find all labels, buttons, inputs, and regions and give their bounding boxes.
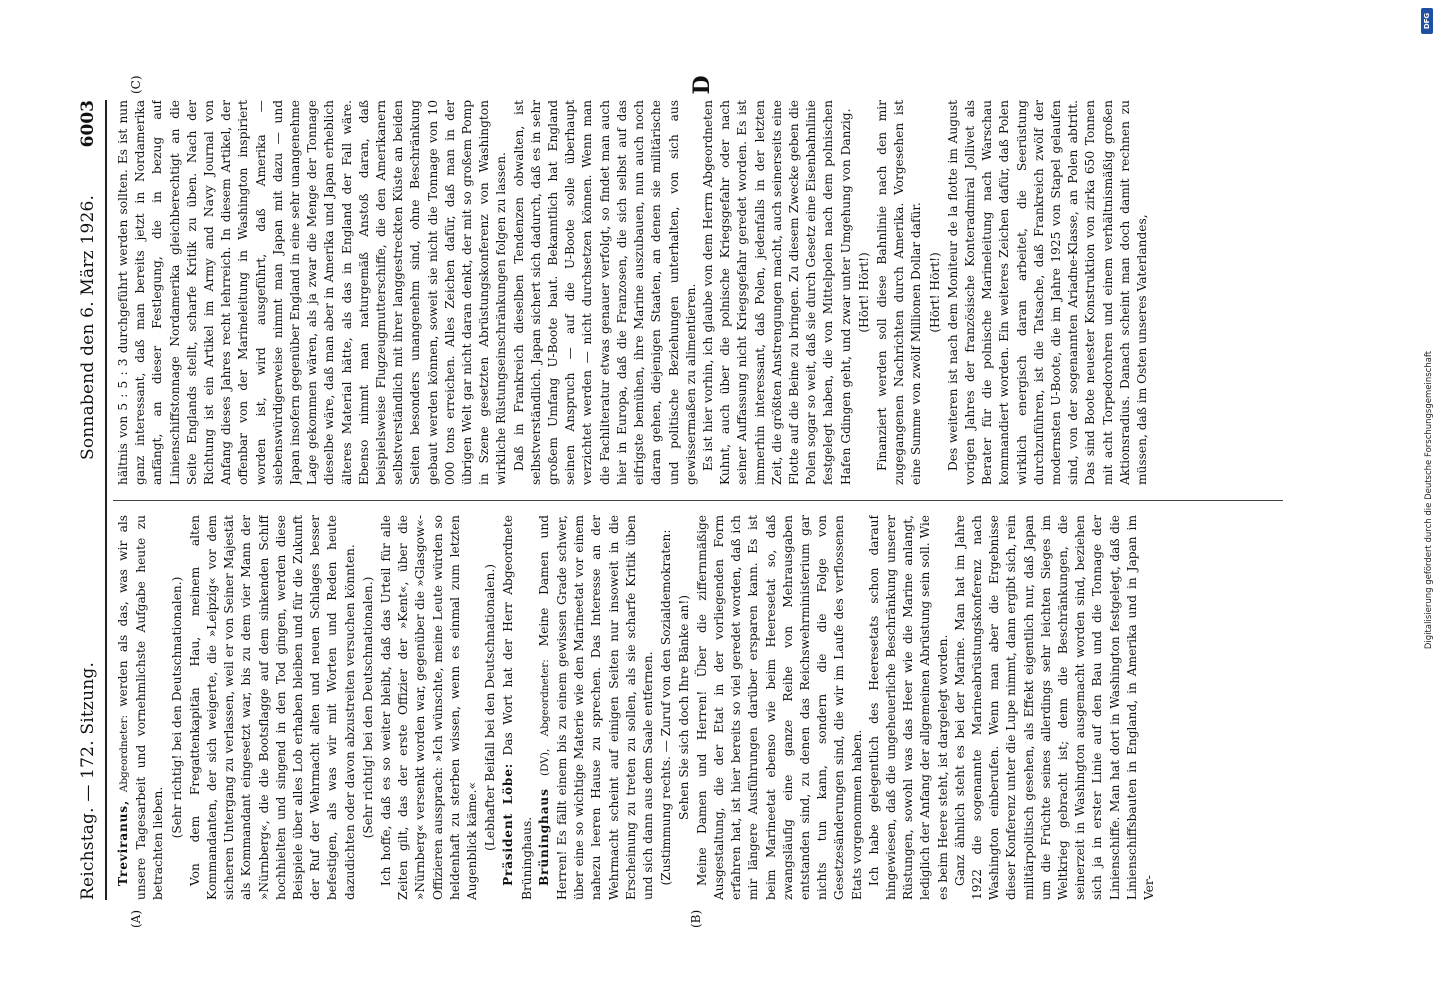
header-left: Reichstag. — 172. Sitzung. [78, 661, 98, 900]
interjection: (Zustimmung rechts. — Zuruf von den Sozialdemokraten: Sehen Sie sich doch Ihre Bänke an!) [659, 529, 691, 886]
paragraph: Es ist hier vorhin, ich glaube von dem Herrn Abgeordneten Kuhnt, auch über die polnische Kriegsgefahr oder nach seiner Auffassung nicht Kriegsgefahr geredet worden. Es ist immerhin interessant, daß Polen, jedenfalls in der letzten Zeit, die größten Anstrengungen macht, auch seinerseits eine Flotte auf die Beine zu bringen. Zu diesem Zwecke geben die Polen sogar so weit, daß sie durch Gesetz eine Eisenbahnlinie festgelegt haben, die von Mittelpolen nach dem polnischen Hafen Gdingen geht, und zwar unter Umgehung von Danzig. [700, 100, 853, 485]
column-divider [113, 500, 1283, 501]
right-column [115, 100, 1285, 485]
speaker-role: Abgeordneter: [118, 715, 130, 800]
margin-mark-a: (A) [129, 909, 143, 928]
header-rule [105, 100, 107, 900]
header-date: Sonnabend den 6. März 1926. [78, 194, 98, 460]
interjection: (Hört! Hört!) [927, 252, 942, 333]
speech-text: werden als das, was wir als unsere Tagesarbeit und vornehmlichste Aufgabe heute zu betrachten lieben. [116, 515, 166, 900]
speaker-role: (DV), Abgeordneter: [538, 659, 551, 789]
paragraph: Meine Damen und Herren! Über die ziffernmäßige Ausgestaltung, die der Etat in der vorliegenden Form erfahren hat, ist hier bereits so viel geredet worden, daß ich mir längere Ausführungen darüber ersparen kann. Es ist beim Marineetat ebenso wie beim Heeresetat so, daß zwangsläufig eine ganze Reihe von Mehrausgaben entstanden sind, zu denen das Reichswehrministerium gar nichts tun kann, sondern die die Folge von Gesetzesänderungen sind, die wir im Laufe des verflossenen Etats vorgenommen haben. [694, 515, 864, 900]
speaker-name: Treviranus, [116, 799, 130, 886]
speech-text: Das Wort hat der Herr Abgeordnete Brüninghaus. [501, 515, 534, 900]
margin-mark-b: (B) [689, 909, 703, 928]
speaker-name: Präsident Löbe: [501, 762, 516, 886]
page-number: 6003 [78, 100, 98, 148]
speech-text: Meine Damen und Herren! Es fällt einem bis zu einem gewissen Grade schwer, über eine so wichtige Materie wie den Marineetat vor einem nahezu leeren Hause zu sprechen. Das Interesse an der Wehrmacht scheint auf einigen Seiten nur insoweit in die Erscheinung zu treten zu sollen, als sie scharfe Kritik üben und sich dann aus dem Saale entfernen. [536, 515, 656, 900]
paragraph: Des weiteren ist nach dem Moniteur de la flotte im August vorigen Jahres der französische Konteradmiral Jollivet als Berater für die polnische Marineleitung nach Warschau kommandiert worden. Ein weiteres Zeichen dafür, daß Polen wirklich energisch daran arbeitet, die Seerüstung durchzuführen, ist die Tatsache, daß Frankreich zwölf der modernsten U-Boote, die im Jahre 1925 von Stapel gelaufen sind, von der sogenannten Ariadne-Klasse, an Polen abtritt. Das sind Boote neuester Konstruktion von zirka 650 Tonnen mit acht Torpedorohren und einem verhältnismäßig großen Aktionsradius. Danach scheint man doch damit rechnen zu müssen, daß im Osten unseres Vaterlandes, [945, 100, 1149, 485]
credit-text: Digitalisierung gefördert durch die Deutsche Forschungsgemeinschaft [1424, 350, 1434, 650]
digitization-credit [1424, 6, 1434, 994]
speech-paragraph [500, 515, 535, 900]
speaker-name: Brüninghaus [536, 788, 551, 886]
interjection: (Sehr richtig! bei den Deutschnationalen.) [169, 576, 184, 839]
document-page [65, 70, 1305, 930]
speech-paragraph [536, 515, 657, 900]
left-column [115, 515, 1285, 900]
margin-mark-c: (C) [129, 75, 143, 94]
interjection: (Sehr richtig! bei den Deutschnationalen.) [360, 576, 375, 839]
speech-paragraph [115, 515, 168, 900]
paragraph: hältnis von 5 : 5 : 3 durchgeführt werden sollten. Es ist nun ganz interessant, daß man bereits jetzt in Nordamerika anfängt, an dieser Festlegung, die in bezug auf Linienschiffstonnage Nordamerika gleichberechtigt an die Seite Englands stellt, scharfe Kritik zu üben. Nach der Richtung ist ein Artikel im Army and Navy Journal von Anfang dieses Jahres recht lehrreich. In diesem Artikel, der offenbar von der Marineleitung in Washington inspiriert worden ist, wird ausgeführt, daß Amerika — siebenswürdigerweise nimmt man Japan mit dazu — und Japan insofern gegenüber England in eine sehr unangenehme Lage gekommen wären, als ja zwar die Menge der Tonnage dieselbe wäre, daß man aber in Amerika und Japan erheblich älteres Material hätte, als das in England der Fall wäre. Ebenso nimmt man naturgemäß Anstoß daran, daß beispielsweise Flugzeugmutterschiffe, die den Amerikanern selbstverständlich mit ihrer langgestreckten Küste an beiden Seiten besonders unangenehm sind, ohne Beschränkung gebaut werden können, soweit sie nicht die Tonnage von 10 000 tons erreichen. Alles Zeichen dafür, daß man in der übrigen Welt gar nicht daran denkt, der mit so großem Pomp in Szene gesetzten Abrüstungskonferenz von Washington wirkliche Rüstungseinschränkungen folgen zu lassen. [116, 100, 509, 485]
paragraph: Finanziert werden soll diese Bahnlinie nach den mir zugegangenen Nachrichten durch Amerika. Vorgesehen ist eine Summe von zwölf Millionen Dollar dafür. [874, 100, 924, 485]
paragraph: Von dem Fregattenkapitän Hau, meinem alten Kommandanten, der sich weigerte, die »Leipzig« vor dem sicheren Untergang zu verlassen, weil er von Seiner Majestät als Kommandant eingesetzt war, bis zu dem vier Mann der »Nürnberg«, die die Bootsflagge auf dem sinkenden Schiff hochhielten und singend in den Tod gingen, werden diese Beispiele über alles Lob erhaben bleiben und für die Zukunft der Ruf der Wehrmacht alten und neuen Schlages besser befestigen, als was wir mit Worten und Reden heute dazudichten oder davon abzustreiten versuchen könnten. [187, 515, 357, 900]
dfg-logo-text: DFG [1423, 12, 1431, 30]
page-header [75, 100, 101, 900]
paragraph: Ich habe gelegentlich des Heeresetats schon darauf hingewiesen, daß die ungeheuerliche Beschränkung unserer Rüstungen, sowohl was das Heer wie die Marine anlangt, lediglich der Anfang der allgemeinen Abrüstung sein soll. Wie es beim Heere steht, ist dargelegt worden. [866, 515, 950, 900]
interjection: (Hört! Hört!) [856, 252, 871, 333]
margin-mark-d: D [689, 75, 715, 95]
paragraph: Ich hoffe, daß es so weiter bleibt, daß das Urteil für alle Zeiten gilt, das der erste Offizier der »Kent«, über die »Nürnberg« versenkt worden war, gegenüber die »Glasgow«-Offizieren aussprach: »Ich wünschte, meine Leute würden so heldenhaft zu sterben wissen, wenn es einmal zum letzten Augenblick käme.« [379, 515, 480, 900]
paragraph: Ganz ähnlich steht es bei der Marine. Man hat im Jahre 1922 die sogenannte Marineabrüstungskonferenz nach Washington einberufen. Wenn man aber die Ergebnisse dieser Konferenz unter die Lupe nimmt, dann ergibt sich, rein militärpolitisch gesehen, als Effekt eigentlich nur, daß Japan um die Früchte seines allerdings sehr leichten Sieges im Weltkrieg gebracht ist; denn die Beschränkungen, die seinerzeit in Washington ausgemacht worden sind, beziehen sich ja in erster Linie auf den Bau und die Tonnage der Linienschiffe. Man hat dort in Washington festgelegt, daß die Linienschiffsbauten in England, in Amerika und in Japan im Ver- [952, 515, 1156, 900]
paragraph: Daß in Frankreich dieselben Tendenzen obwalten, ist selbstverständlich. Japan sichert sich dadurch, daß es in sehr großem Umfang U-Boote baut. Bekanntlich hat England seinen Anspruch — auf die U-Boote solle überhaupt verzichtet werden — nicht durchsetzen können. Wenn man die Fachliteratur etwas genauer verfolgt, so findet man auch hier in Europa, daß die Franzosen, die sich selbst auf das eifrigste bemühen, ihre Marine auszubauen, nun auch noch daran gehen, diejenigen Staaten, an denen sie militärische und politische Beziehungen unterhalten, von sich aus gewissermaßen zu alimentieren. [511, 100, 698, 485]
interjection: (Lebhafter Beifall bei den Deutschnationalen.) [483, 564, 498, 851]
